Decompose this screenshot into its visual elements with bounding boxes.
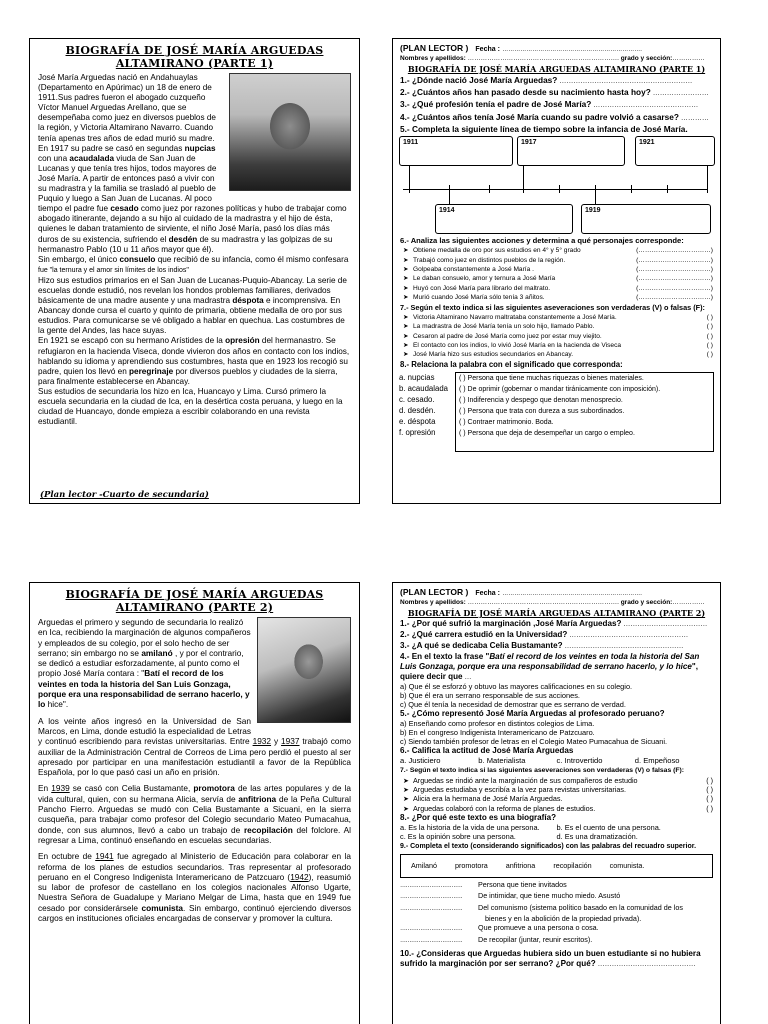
definition-line xyxy=(393,903,720,914)
arrow-bullet-icon: ➤ xyxy=(403,323,409,331)
arguedas-photo xyxy=(257,617,351,723)
worksheet-title: BIOGRAFÍA DE JOSÉ MARÍA ARGUEDAS ALTAMIRANO (PARTE 2) xyxy=(407,608,706,618)
option: c) Que él tenía la necesidad de demostrar que es serrano de verdad. xyxy=(400,700,626,710)
matching-word: a. nupcias xyxy=(399,373,435,383)
option: c) Siendo también profesor de letras en el Colegio Mateo Pumacahua de Sicuani. xyxy=(400,737,668,747)
statement-text: Victoria Altamirano Navarro maltrataba constantemente a José María. xyxy=(413,313,617,321)
true-false-item xyxy=(393,785,720,794)
timeline-tick xyxy=(707,185,708,193)
arrow-bullet-icon: ➤ xyxy=(403,351,409,359)
word-bank-box xyxy=(400,854,713,878)
matching-definition: ( ) Indiferencia y despego que denotan menosprecio. xyxy=(459,397,623,405)
question-7-list xyxy=(393,313,720,360)
answer-blank: (……………………………) xyxy=(636,256,713,264)
statement-text: El contacto con los indios, lo vivió José María en la hacienda de Viseca xyxy=(413,342,622,350)
statement-text: Arguedas se rindió ante la marginación de sus compañeros de estudio xyxy=(413,775,638,785)
true-false-item xyxy=(393,776,720,785)
word-bank-word: promotora xyxy=(454,861,488,871)
answer-blank: ( ) xyxy=(706,351,713,359)
statement-text: Arguedas colaboró con la reforma de planes de estudios. xyxy=(413,803,596,813)
question-4-options xyxy=(393,682,720,709)
question-6: 6.- Califica la actitud de José María Arguedas xyxy=(400,746,574,756)
matching-words xyxy=(399,372,454,438)
question-5: 5.- Completa la siguiente línea de tiempo sobre la infancia de José María. xyxy=(400,123,688,134)
definition-text: Que promueve a una persona o cosa. xyxy=(476,923,599,933)
matching-word: c. cesado. xyxy=(399,395,435,405)
worksheet-title: BIOGRAFÍA DE JOSÉ MARÍA ARGUEDAS ALTAMIRANO (PARTE 1) xyxy=(407,64,706,74)
action-text: Trabajó como juez en distintos pueblos de la región. xyxy=(413,256,566,264)
timeline-box-1914: 1914 xyxy=(435,204,573,234)
true-false-item xyxy=(393,804,720,813)
true-false-item xyxy=(393,350,720,359)
option: b) Que él era un serrano responsable de sus acciones. xyxy=(400,691,580,701)
definition-text: De recopilar (juntar, reunir escritos). xyxy=(476,934,593,944)
answer-blank: (……………………………) xyxy=(636,266,713,274)
question-2: 2.- ¿Cuántos años han pasado desde su nacimiento hasta hoy? …………………… xyxy=(400,87,709,98)
arrow-bullet-icon: ➤ xyxy=(403,275,409,283)
timeline-arrow xyxy=(449,190,450,204)
arguedas-portrait-image xyxy=(229,73,351,191)
part2-paragraph-1: Arguedas el primero y segundo de secundaria lo realizó en Ica, recibiendo la marginación de algunos compañeros y empleados de su colegio, por el solo hecho de ser serrano; sin embargo no se amilanó , y por el contrario, se dedicó a estudiar esforzadamente, al punto como el propio José María contara : "Batí el record de los veintes en toda la historia del San Luis Gonzaga, porque era una responsabilidad de serrano hacerlo, y lo hice". xyxy=(38,617,251,710)
question-6-list xyxy=(393,246,720,302)
answer-blank: (……………………………) xyxy=(636,284,713,292)
matching-definition: ( ) Persona que tiene muchas riquezas o bienes materiales. xyxy=(459,375,644,383)
option: b) En el congreso Indigenista Interamericano de Patzcuaro. xyxy=(400,728,595,738)
part1-paragraph-1: José María Arguedas nació en Andahuaylas (Departamento en Apúrimac) un 18 de enero de 1911.Sus padres fueron el abogado cuzqueño Víctor Manuel Arguedas Arellano, que se desempeñaba como juez en diversos pueblos de la región, y Victoria Altamirano Navarro. Cuando tenía apenas tres años de edad murió su madre. En 1917 su padre se casó en segundas nupcias con una acaudalada viuda de San Juan de Lucanas y que tenía tres hijos, todos mayores de José María. A partir de entonces pasó a vivir con su madrastra y la familia se trasladó al pueblo de Puquio y luego a San Juan de Lucanas. Al poco tiempo el padre fue cesado como juez por razones políticas y hubo de trabajar como abogado itinerante, dejando a su hijo al cuidado de la madrastra y el hijo de ésta, quienes le daban tratamiento de sirviente, el niño José María, pasó los días más duros de su existencia, sufriendo el desdén de su madrastra y las golpizas de su hermanastro Pablo (10 u 11 años mayor que él). xyxy=(38,73,347,254)
matching-definitions-box xyxy=(455,372,714,452)
answer-blank: ( ) xyxy=(706,323,713,331)
definition-text: De intimidar, que tiene mucho miedo. Asustó xyxy=(476,891,621,901)
timeline-box-1917: 1917 xyxy=(517,136,625,166)
part1-paragraph-2: Sin embargo, el único consuelo que recibió de su infancia, como él mismo confesara fue "la ternura y el amor sin límites de los indios" xyxy=(38,254,349,274)
part1-title: BIOGRAFÍA DE JOSÉ MARÍA ARGUEDAS ALTAMIRANO (PARTE 1) xyxy=(65,44,324,70)
true-false-item xyxy=(393,341,720,350)
action-text: Le daban consuelo, amor y ternura a José María xyxy=(413,275,556,283)
arrow-bullet-icon: ➤ xyxy=(403,294,409,302)
question-4: 4.- ¿Cuántos años tenía José María cuando su padre volvió a casarse? ………… xyxy=(400,111,709,122)
matching-word: f. opresión xyxy=(399,428,436,438)
matching-definition: ( ) De oprimir (gobernar o mandar tiránicamente con imposición). xyxy=(459,386,661,394)
student-info-line: Nombres y apellidos: ……………………………………………………………. grado y sección:…………… xyxy=(400,55,705,62)
question-7-list xyxy=(393,776,720,814)
arrow-bullet-icon: ➤ xyxy=(403,342,409,350)
question-7: 7.- Según el texto indica si las siguientes aseveraciones son verdaderas (V) o falsas (F): xyxy=(400,766,685,774)
matching-word: e. déspota xyxy=(399,417,436,427)
action-text: Murió cuando José María sólo tenía 3 añitos. xyxy=(413,294,545,302)
answer-blank: ( ) xyxy=(706,803,713,813)
answer-blank: ( ) xyxy=(706,313,713,321)
answer-blank: ……………………………. xyxy=(400,882,462,889)
answer-blank: ……………………………. xyxy=(400,937,462,944)
part2-title: BIOGRAFÍA DE JOSÉ MARÍA ARGUEDAS ALTAMIRANO (PARTE 2) xyxy=(65,588,324,614)
arrow-bullet-icon: ➤ xyxy=(403,256,409,264)
definition-text: Persona que tiene invitados xyxy=(476,879,567,889)
arrow-bullet-icon: ➤ xyxy=(403,284,409,292)
action-item xyxy=(393,293,720,302)
matching-definition: ( ) Persona que deja de desempeñar un cargo o empleo. xyxy=(459,430,635,438)
matching-word: b. acaudalada xyxy=(399,384,448,394)
arrow-bullet-icon: ➤ xyxy=(403,775,410,785)
matching-definition: ( ) Persona que trata con dureza a sus subordinados. xyxy=(459,408,625,416)
question-1: 1.- ¿Por qué sufrió la marginación ,José María Arguedas? ……………………………… xyxy=(400,619,708,628)
biography-part2-panel xyxy=(29,582,360,1024)
answer-blank: ( ) xyxy=(706,794,713,804)
part1-paragraph-3: Hizo sus estudios primarios en el San Juan de Lucanas-Puquio-Abancay. La serie de escuelas donde estudió, nos revelan los hondos problemas familiares, derivados básicamente de una madre ausente y una madrastra déspota e incomprensiva. En Abancay donde cursa el cuarto y quinto de primaria, obtiene medalla de oro por sus estudios. Para comunicarse se vé obligado a hablar en quechua. Las costumbres de la gente del Andes, las hace suyas. xyxy=(38,275,347,336)
question-5: 5.- ¿Cómo representó José María Arguedas al profesorado peruano? xyxy=(400,709,665,719)
question-8: 8.- Relaciona la palabra con el significado que corresponda: xyxy=(400,359,623,369)
definition-line xyxy=(393,891,720,902)
definition-line xyxy=(393,923,720,934)
word-bank-word: anfitriona xyxy=(505,861,536,871)
statement-text: Alicia era la hermana de José María Arguedas. xyxy=(413,794,563,804)
part2-paragraph-3: En 1939 se casó con Celia Bustamante, promotora de las artes populares y de la vida cultural, quien, con su hermana Alicia, servía de anfitriona de la Peña Cultural Pancho Fierro. Arguedas se mudó con Celia Bustamante a Sicuani, en la sierra cusqueña, para trabajar como profesor del Colegio secundario Mateo Pumacahua, donde, con sus alumnos, llevó a cabo un trabajo de recopilación del folclore. Al regresar a Lima, continuó enseñando en escuelas secundarias. xyxy=(38,783,351,845)
true-false-item xyxy=(393,332,720,341)
question-8-row-1: a. Es la historia de la vida de una persona. b. Es el cuento de una persona. xyxy=(400,823,661,833)
worksheet-header: (PLAN LECTOR ) Fecha : ……………………………………………………………. xyxy=(400,587,642,597)
question-7: 7.- Según el texto indica si las siguientes aseveraciones son verdaderas (V) o falsas (F): xyxy=(400,302,705,312)
answer-blank: ……………………………. xyxy=(400,926,462,933)
word-bank-word: Amilanó xyxy=(411,861,437,871)
question-8-row-2: c. Es la opinión sobre una persona. d. Es una dramatización. xyxy=(400,832,638,842)
answer-blank: ……………………………. xyxy=(400,905,462,912)
arrow-bullet-icon: ➤ xyxy=(403,803,410,813)
action-item xyxy=(393,246,720,255)
word-bank-word: recopilación xyxy=(553,861,592,871)
question-8: 8.- ¿Por qué este texto es una biografía? xyxy=(400,813,557,823)
option: b. Materialista xyxy=(478,756,526,766)
question-9-definitions xyxy=(393,880,720,946)
arrow-bullet-icon: ➤ xyxy=(403,247,409,255)
question-6-options xyxy=(393,756,720,766)
answer-blank: (……………………………) xyxy=(636,247,713,255)
answer-blank: ( ) xyxy=(706,342,713,350)
action-item xyxy=(393,284,720,293)
statement-text: José María hizo sus estudios secundarios en Abancay. xyxy=(413,351,574,359)
timeline-tick xyxy=(523,185,524,193)
arrow-bullet-icon: ➤ xyxy=(403,785,410,795)
timeline-tick xyxy=(409,185,410,193)
worksheet-part1-panel xyxy=(392,38,721,504)
option: a) Que él se esforzó y obtuvo las mayores calificaciones en su colegio. xyxy=(400,682,633,692)
answer-blank: ( ) xyxy=(706,785,713,795)
true-false-item xyxy=(393,794,720,803)
part1-paragraph-4: En 1921 se escapó con su hermano Arístides de la opresión del hermanastro. Se refugiaron en la hacienda Viseca, donde vivieron dos años en contacto con los indios, hablando su idioma y aprendiendo sus costumbres, hasta que en 1923 los recogió su padre, quien los llevó en peregrinaje por diversos pueblos y ciudades de la sierra, para finalmente establecerse en Abancay. xyxy=(38,336,350,386)
question-3: 3.- ¿A qué se dedicaba Celia Bustamante? …………………………………………… xyxy=(400,640,684,650)
question-6: 6.- Analiza las siguientes acciones y determina a qué personajes corresponde: xyxy=(400,236,684,246)
true-false-item xyxy=(393,313,720,322)
arrow-bullet-icon: ➤ xyxy=(403,266,409,274)
timeline-box-1919: 1919 xyxy=(581,204,711,234)
statement-text: Cesaron al padre de José María como juez por estar muy viejito. xyxy=(413,332,602,340)
part2-text xyxy=(30,617,359,923)
definition-continuation: bienes y en la abolición de la propiedad privada). xyxy=(485,913,642,923)
timeline-box-1911: 1911 xyxy=(399,136,513,166)
timeline-tick xyxy=(559,185,560,193)
action-text: Golpeaba constantemente a José María . xyxy=(413,266,534,274)
arrow-bullet-icon: ➤ xyxy=(403,332,409,340)
part1-paragraph-5: Sus estudios de secundaria los hizo en Ica, Huancayo y Lima. Cursó primero la escuela secundaria en la ciudad de Ica, en la desértica costa peruana, y luego en la ciudad de Huancayo, donde empieza a escribir colaborando en una revista estudiantil. xyxy=(38,386,343,427)
answer-blank: (……………………………) xyxy=(636,275,713,283)
plan-lector-footer: (Plan lector -Cuarto de secundaria) xyxy=(40,490,209,500)
word-bank-word: comunista. xyxy=(609,861,645,871)
definition-line xyxy=(393,935,720,946)
definition-text: Del comunismo (sistema político basado en la comunidad de los xyxy=(476,902,683,912)
option: c. Introvertido xyxy=(556,756,603,766)
answer-blank: (……………………………) xyxy=(636,294,713,302)
timeline-arrow xyxy=(595,190,596,204)
answer-blank: ( ) xyxy=(706,775,713,785)
statement-text: La madrastra de José María tenía un solo hijo, llamado Pablo. xyxy=(413,323,595,331)
worksheet-header: (PLAN LECTOR ) Fecha : ……………………………………………………………. xyxy=(400,43,642,53)
matching-exercise xyxy=(399,372,714,452)
definition-line xyxy=(393,880,720,891)
action-item xyxy=(393,265,720,274)
timeline-box-1921: 1921 xyxy=(635,136,715,166)
question-10: 10.- ¿Consideras que Arguedas hubiera sido un buen estudiante si no hubiera sufrido la marginación por ser serrano? ¿Por qué? …………………………………… xyxy=(400,949,701,969)
option: a) Enseñando como profesor en distintos colegios de Lima. xyxy=(400,719,595,729)
arrow-bullet-icon: ➤ xyxy=(403,313,409,321)
answer-blank: ( ) xyxy=(706,332,713,340)
arrow-bullet-icon: ➤ xyxy=(403,794,410,804)
matching-definition: ( ) Contraer matrimonio. Boda. xyxy=(459,419,554,427)
part1-text xyxy=(30,73,359,427)
action-item xyxy=(393,274,720,283)
action-text: Huyó con José María para librarlo del maltrato. xyxy=(413,284,551,292)
matching-word: d. desdén. xyxy=(399,406,436,416)
answer-blank: ……………………………. xyxy=(400,894,462,901)
question-3: 3.- ¿Qué profesión tenía el padre de José María? ……………………………………… xyxy=(400,99,699,110)
action-text: Obtiene medalla de oro por sus estudios en 4° y 5° grado xyxy=(413,247,581,255)
student-info-line: Nombres y apellidos: ……………………………………………………………. grado y sección:…………… xyxy=(400,599,705,606)
statement-text: Arguedas estudiaba y escribía a la vez para revistas universitarias. xyxy=(413,785,626,795)
timeline-tick xyxy=(489,185,490,193)
question-5-options xyxy=(393,719,720,746)
part2-paragraph-4: En octubre de 1941 fue agregado al Ministerio de Educación para colaborar en la reforma de los planes de estudios secundarios. Tras representar al profesorado peruano en el Congreso Indigenista Interamericano de Patzcuaro (1942), reasumió su labor de profesor de castellano en los colegios nacionales Alfonso Ugarte, Nuestra Señora de Guadalupe y Mariano Melgar de Lima, hasta que en 1949 fue cesado por considerársele comunista. Sin embargo, continuó ejerciendo diversos cargos en instituciones oficiales encargadas de conservar y promover la cultura. xyxy=(38,851,352,924)
timeline xyxy=(399,134,714,236)
option: d. Empeñoso xyxy=(634,756,680,766)
action-item xyxy=(393,256,720,265)
biography-part1-panel xyxy=(29,38,360,504)
timeline-tick xyxy=(667,185,668,193)
question-9: 9.- Completa el texto (considerando significados) con las palabras del recuadro superior. xyxy=(400,842,697,850)
true-false-item xyxy=(393,322,720,331)
timeline-tick xyxy=(631,185,632,193)
question-2: 2.- ¿Qué carrera estudió en la Universidad? …………………………………………… xyxy=(400,629,689,639)
worksheet-part2-panel xyxy=(392,582,721,1024)
part2-paragraph-2: A los veinte años ingresó en la Universidad de San Marcos, en Lima, donde estudió la especialidad de Letras y continuó escribiendo para revistas universitarias. Entre 1932 y 1937 trabajó como auxiliar de la Administración Central de Correos de Lima pero perdió el puesto al ser apresado por participar en una manifestación estudiantil a favor de la República Española, por lo que pasó casi un año en prisión. xyxy=(38,715,351,778)
option: a. Justiciero xyxy=(400,756,441,766)
question-4: 4.- En el texto la frase "Batí el record de los veintes en toda la historia del San Luis Gonzaga, porque era una responsabilidad de serrano hacerlo, y lo hice", quiere decir que … xyxy=(400,651,700,681)
question-1: 1.- ¿Dónde nació José María Arguedas? ………………………………………………… xyxy=(400,75,693,85)
